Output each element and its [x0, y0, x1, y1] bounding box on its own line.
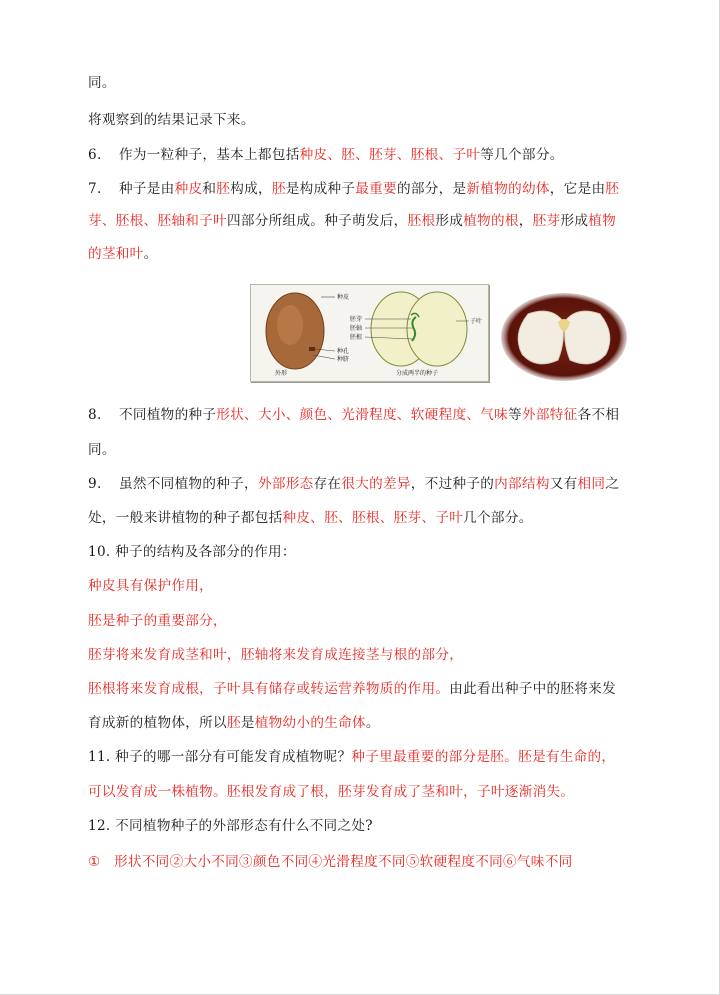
highlight-text: 种子里最重要的部分是胚。胚是有生命的， — [351, 749, 616, 765]
highlight-text: 内部结构 — [494, 476, 550, 492]
highlight-text: 种皮、胚、胚芽、胚根、子叶 — [299, 147, 481, 163]
label-outside: 外形 — [275, 370, 288, 377]
highlight-text: 植物 — [588, 213, 617, 229]
text-run: 等几个部分。 — [480, 147, 564, 163]
item-10 — [88, 542, 296, 562]
text-line — [88, 645, 463, 665]
label-seed-coat: 种皮 — [337, 294, 350, 301]
text-run: 作为一粒种子，基本上都包括 — [119, 147, 300, 163]
text-run: 10. 种子的结构及各部分的作用： — [88, 544, 296, 560]
highlight-text: 很大的差异 — [341, 476, 411, 492]
highlight-text: 新植物的幼体 — [466, 181, 550, 197]
split-seed-photo — [500, 292, 629, 382]
item-7 — [88, 179, 619, 199]
text-run: 12. 不同植物种子的外部形态有什么不同之处? — [88, 818, 373, 834]
item-number: 7. — [88, 181, 102, 197]
text-run: 同。 — [88, 442, 116, 458]
text-line — [88, 73, 116, 93]
highlight-text: 种皮 — [174, 181, 203, 197]
text-line — [88, 782, 574, 802]
highlight-text: 外部形态 — [257, 476, 314, 492]
highlight-text: 形状不同②大小不同③颜色不同④光滑程度不同⑤软硬程度不同⑥气味不同 — [114, 854, 573, 870]
text-run: 之 — [605, 476, 620, 492]
highlight-text: 的茎和叶 — [88, 246, 144, 262]
item-11 — [88, 747, 615, 767]
highlight-text: 胚芽将来发育成茎和叶，胚轴将来发育成连接茎与根的部分， — [88, 647, 464, 663]
label-cotyledon: 子叶 — [470, 318, 483, 325]
text-run: 由此看出种子中的胚将来发 — [449, 681, 616, 697]
highlight-text: 胚 — [271, 181, 286, 197]
highlight-text: 种皮、胚、胚根、胚芽、子叶 — [282, 510, 464, 526]
text-run: 是构成种子 — [285, 181, 356, 197]
text-run: 。 — [365, 715, 380, 731]
text-line — [88, 211, 616, 231]
item-number: 9. — [88, 476, 102, 492]
text-run: ，它是由 — [549, 181, 606, 197]
text-run: ，不过种子的 — [410, 476, 495, 492]
text-line — [88, 440, 116, 460]
text-run: 将观察到的结果记录下来。 — [88, 112, 255, 128]
text-run: 等 — [508, 407, 522, 423]
label-hilum: 种孔 — [337, 348, 350, 355]
highlight-text: 植物幼小的生命体 — [254, 715, 366, 731]
label-axis: 胚轴 — [350, 325, 363, 332]
text-run: 是 — [240, 715, 255, 731]
highlight-text: 胚芽 — [532, 213, 561, 229]
cotyledon-right — [407, 292, 467, 366]
text-run: 同。 — [88, 75, 116, 91]
text-line — [88, 576, 213, 596]
label-scar: 种脐 — [337, 356, 350, 363]
item-number: 6. — [88, 147, 102, 163]
label-halves: 分成两半的种子 — [396, 370, 439, 377]
highlight-text: 胚 — [216, 181, 231, 197]
highlight-text: 芽、胚根、胚轴和子叶 — [88, 213, 227, 229]
highlight-text: 外部特征 — [521, 407, 578, 423]
text-run: 的部分，是 — [396, 181, 467, 197]
item-number: ① — [88, 854, 101, 870]
highlight-text: 最重要 — [355, 181, 397, 197]
text-line — [88, 611, 227, 631]
text-line — [88, 679, 616, 699]
text-run: 形成 — [560, 213, 589, 229]
highlight-text: 可以发育成一株植物。胚根发育成了根，胚芽发育成了茎和叶，子叶逐渐消失。 — [88, 784, 575, 800]
text-run: 存在 — [313, 476, 342, 492]
item-12 — [88, 816, 373, 836]
text-run: 各不相 — [577, 407, 620, 423]
item-9 — [88, 474, 619, 494]
highlight-text: 胚根将来发育成根，子叶具有储存或转运营养物质的作用。 — [88, 681, 450, 697]
seed-structure-diagram — [250, 284, 489, 382]
highlight-text: 种皮具有保护作用， — [88, 578, 214, 594]
highlight-text: 植物的根 — [463, 213, 519, 229]
item-number: 8. — [88, 407, 102, 423]
highlight-text: 形状、大小、颜色、光滑程度、软硬程度、气味 — [216, 407, 509, 423]
item-8 — [88, 405, 619, 425]
text-run: 虽然不同植物的种子， — [119, 476, 258, 492]
text-run: 不同植物的种子 — [119, 407, 217, 423]
text-run: 形成 — [435, 213, 464, 229]
text-run: 几个部分。 — [463, 510, 533, 526]
text-line — [88, 713, 380, 733]
text-run: 。 — [143, 246, 158, 262]
text-line — [88, 508, 533, 528]
text-run: 育成新的植物体，所以 — [88, 715, 227, 731]
text-run: 四部分所组成。种子萌发后， — [226, 213, 408, 229]
highlight-text: 胚根 — [407, 213, 436, 229]
text-run: 种子是由 — [119, 181, 175, 197]
text-line — [88, 110, 255, 130]
highlight-text: 胚 — [226, 715, 241, 731]
answer-line — [88, 852, 573, 872]
label-plumule: 胚芽 — [350, 316, 363, 323]
item-6 — [88, 145, 564, 165]
text-run: 处，一般来讲植物的种子都包括 — [88, 510, 283, 526]
highlight-text: 相同 — [577, 476, 606, 492]
text-run: 11. 种子的哪一部分有可能发育成植物呢？ — [88, 749, 352, 765]
highlight-text: 胚是种子的重要部分， — [88, 613, 227, 629]
label-radicle: 胚根 — [350, 334, 363, 341]
text-line — [88, 244, 157, 264]
highlight-text: 胚 — [605, 181, 620, 197]
text-run: 构成， — [230, 181, 272, 197]
text-run: 和 — [202, 181, 217, 197]
text-run: ， — [518, 213, 533, 229]
text-run: 又有 — [549, 476, 578, 492]
